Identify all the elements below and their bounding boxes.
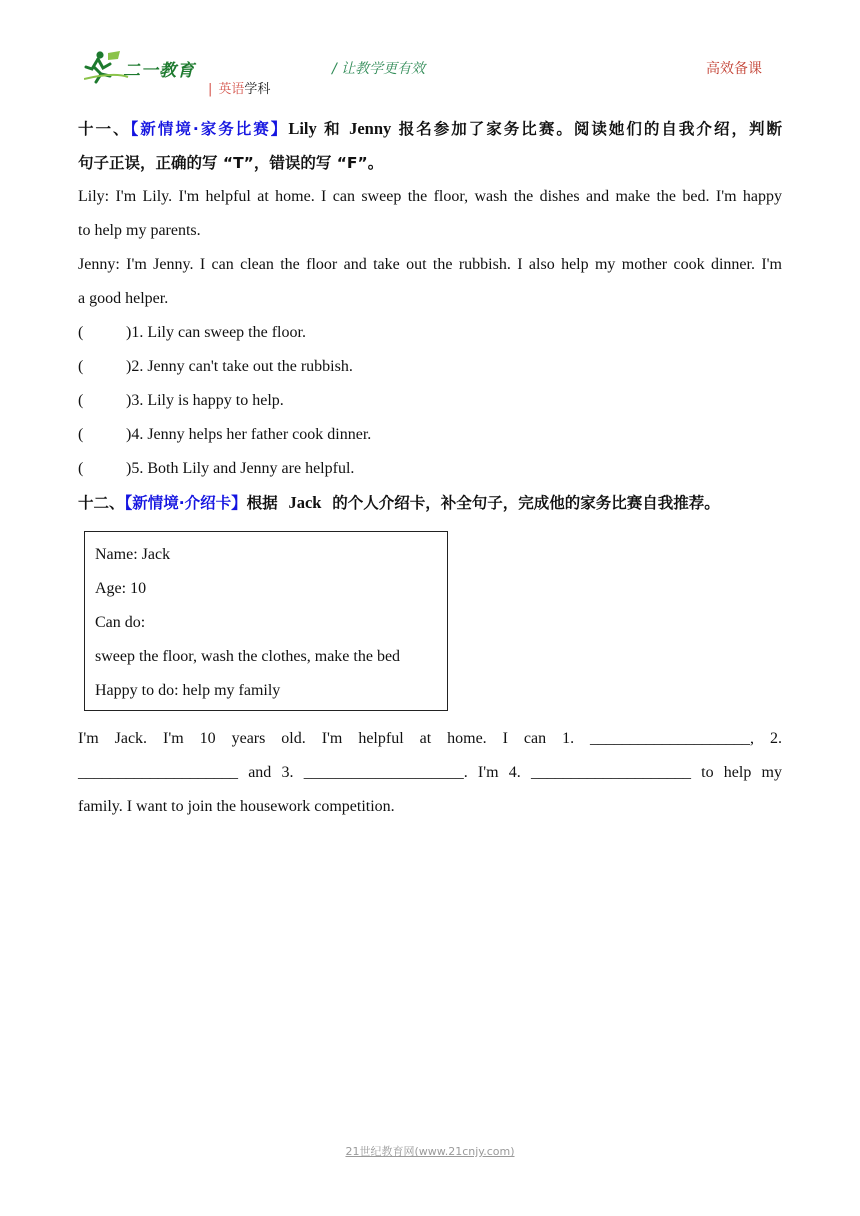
tf-item-text: )4. Jenny helps her father cook dinner. (126, 426, 372, 443)
answer-blank[interactable]: ( (78, 324, 84, 341)
subject-highlight: 英语 (218, 82, 245, 97)
profile-card (84, 531, 448, 711)
answer-blank[interactable]: ( (78, 392, 84, 409)
header-slogan: / 让教学更有效 (332, 61, 426, 77)
q11-tag: 【新情境·家务比赛】 (130, 120, 289, 138)
tf-item-1 (78, 322, 782, 344)
subject-label (208, 78, 270, 97)
subject-rest: 学科 (244, 82, 271, 97)
footer (0, 1143, 860, 1159)
tf-item-text: )2. Jenny can't take out the rubbish. (126, 358, 353, 375)
jenny-intro-line1: Jenny: I'm Jenny. I can clean the floor and take out the rubbish. I also help my mother cook dinner. I'm (78, 256, 782, 273)
q12-title-part: Jack (288, 493, 322, 512)
q12-title-part: 的个人介绍卡，补全句子，完成他的家务比赛自我推荐。 (332, 494, 720, 512)
passage-line2: ____________________ and 3. ____________________. I'm 4. ____________________ to help my (78, 764, 782, 781)
q11-title-line2: 句子正误，正确的写 “T”，错误的写 “F”。 (78, 154, 384, 172)
tf-item-text: )1. Lily can sweep the floor. (126, 324, 306, 341)
tf-item-text: )5. Both Lily and Jenny are helpful. (126, 460, 355, 477)
subject-divider: | (208, 82, 213, 97)
q11-title-part: 和 (324, 120, 342, 138)
card-can-do-label: Can do: (95, 614, 146, 631)
answer-blank[interactable]: ( (78, 358, 84, 375)
tf-item-5 (78, 458, 782, 480)
lily-intro-line1: Lily: I'm Lily. I'm helpful at home. I can sweep the floor, wash the dishes and make the bed. I'm happy (78, 188, 782, 205)
jenny-intro-line2: a good helper. (78, 290, 169, 307)
logo-text: 二一教育 (123, 61, 195, 81)
q12-title-part: 根据 (246, 494, 278, 512)
q11-title-line1 (78, 118, 782, 140)
tf-item-4 (78, 424, 782, 446)
tf-item-3 (78, 390, 782, 412)
q11-number: 十一、 (78, 120, 131, 138)
footer-link[interactable]: 21世纪教育网(www.21cnjy.com) (345, 1145, 515, 1158)
passage-line1: I'm Jack. I'm 10 years old. I'm helpful at home. I can 1. ____________________, 2. (78, 730, 782, 747)
card-can-do-list: sweep the floor, wash the clothes, make the bed (95, 648, 401, 665)
header-right-label: 高效备课 (706, 61, 762, 77)
q12-number: 十二、 (78, 494, 125, 512)
card-name: Name: Jack (95, 546, 171, 563)
card-age: Age: 10 (95, 580, 147, 597)
lily-intro-line2: to help my parents. (78, 222, 201, 239)
card-happy-to-do: Happy to do: help my family (95, 682, 281, 699)
tf-item-2 (78, 356, 782, 378)
answer-blank[interactable]: ( (78, 426, 84, 443)
q11-title-part: 报名参加了家务比赛。阅读她们的自我介绍，判断 (398, 120, 782, 138)
answer-blank[interactable]: ( (78, 460, 84, 477)
q12-tag: 【新情境·介绍卡】 (124, 494, 247, 512)
passage-line3: family. I want to join the housework competition. (78, 798, 395, 815)
q11-title-part: Lily (288, 119, 317, 138)
q11-title-part: Jenny (349, 119, 392, 138)
tf-item-text: )3. Lily is happy to help. (126, 392, 284, 409)
q12-title (78, 492, 782, 514)
